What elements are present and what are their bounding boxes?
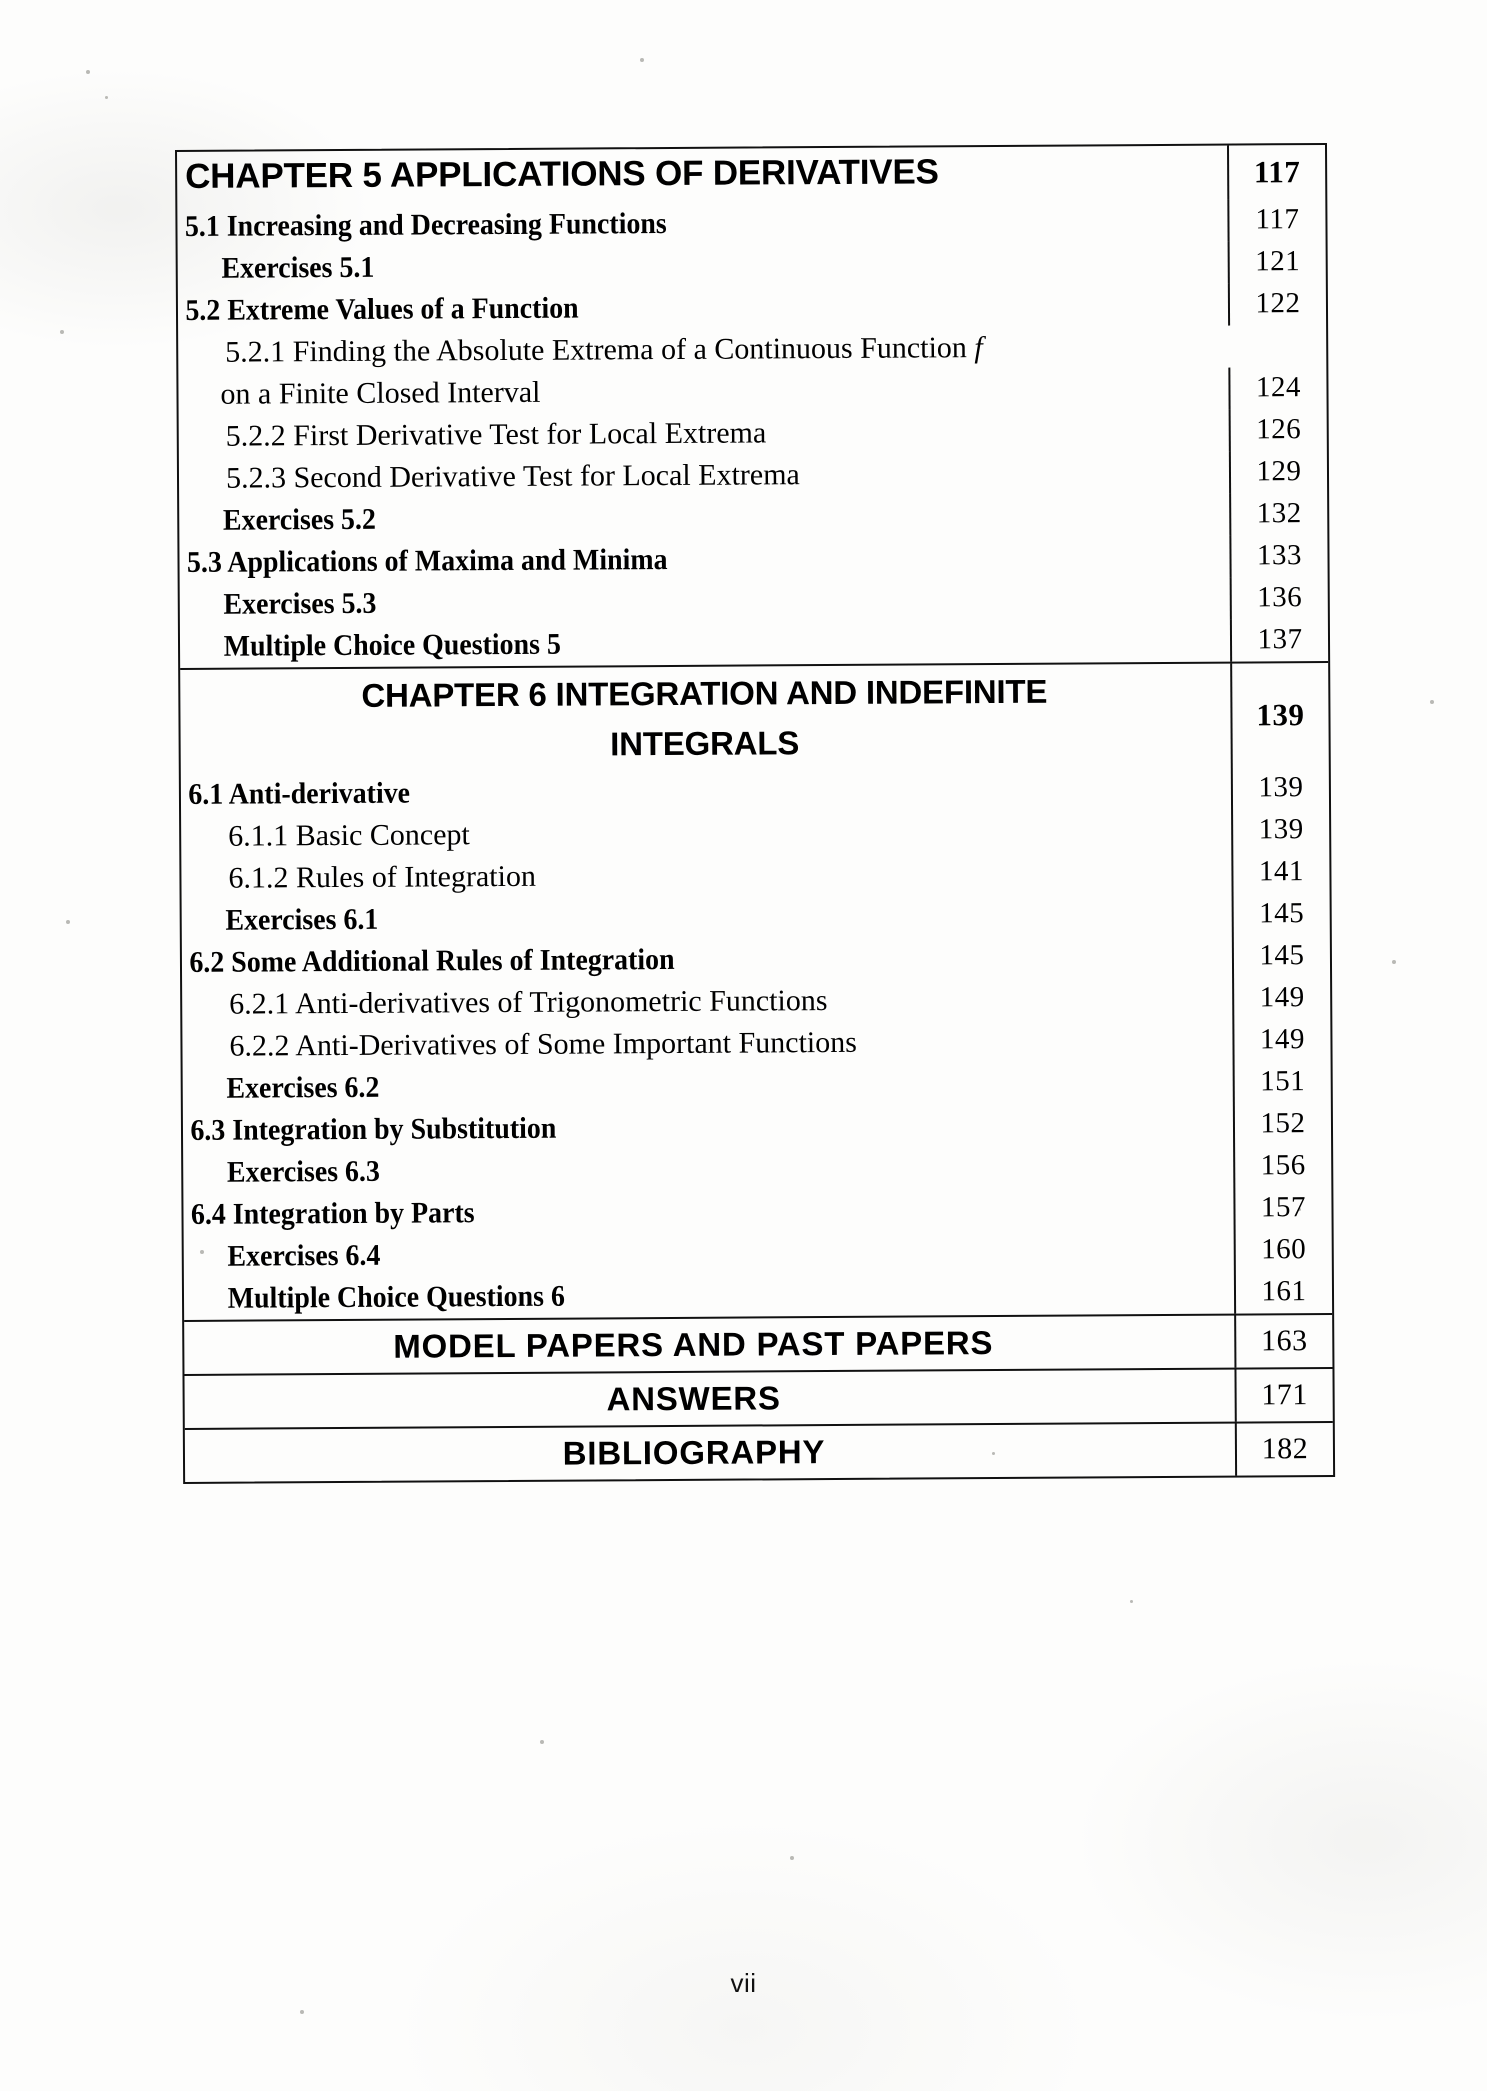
- toc-row: [184, 1313, 1332, 1374]
- toc-entry-page: 160: [1234, 1229, 1332, 1272]
- toc-entry-page: 139: [1231, 767, 1329, 810]
- toc-entry-text: 6.2.2 Anti-Derivatives of Some Important Functions: [229, 1025, 857, 1063]
- toc-entry-label: [180, 578, 1157, 626]
- toc-entry-text: 5.2.2 First Derivative Test for Local Extrema: [225, 416, 767, 453]
- toc-row: [181, 851, 1329, 900]
- toc-entry-text: 6.2.1 Anti-derivatives of Trigonometric Functions: [229, 984, 828, 1021]
- back-matter-page: 163: [1234, 1315, 1332, 1368]
- toc-row: [182, 1019, 1330, 1068]
- toc-row: [181, 767, 1329, 816]
- toc-entry-page: 117: [1227, 199, 1325, 242]
- toc-entry-label: [181, 768, 1158, 816]
- toc-entry-page: 133: [1229, 535, 1327, 578]
- toc-row: [179, 451, 1327, 500]
- toc-entry-text: Exercises 5.2: [222, 502, 376, 537]
- toc-entry-page: 139: [1231, 809, 1329, 852]
- toc-entry-italic-symbol: f: [974, 331, 983, 365]
- toc-entry-page: 137: [1230, 619, 1328, 662]
- toc-entry-text: on a Finite Closed Interval: [220, 375, 541, 411]
- toc-entry-label: [183, 1104, 1160, 1152]
- toc-entry-page: 157: [1233, 1187, 1331, 1230]
- toc-entry-page: 141: [1231, 851, 1329, 894]
- toc-row: [180, 663, 1329, 774]
- toc-entry-label: [182, 894, 1159, 942]
- scan-speck: [66, 920, 70, 924]
- toc-row: [180, 619, 1328, 668]
- toc-entry-label: [181, 852, 1231, 900]
- page-folio: vii: [730, 1968, 757, 1998]
- toc-entry-page: 126: [1229, 409, 1327, 452]
- toc-entry-text: 6.3 Integration by Substitution: [190, 1111, 557, 1147]
- back-matter-label: MODEL PAPERS AND PAST PAPERS: [393, 1324, 994, 1365]
- toc-entry-label: [182, 978, 1232, 1026]
- toc-row: [183, 1187, 1331, 1236]
- toc-entry-page: 121: [1228, 241, 1326, 284]
- toc-entry-label: [184, 1272, 1161, 1320]
- toc-row: [182, 977, 1330, 1026]
- toc-entry-text: 5.2.3 Second Derivative Test for Local Extrema: [225, 458, 800, 495]
- toc-entry-page: 149: [1232, 1019, 1330, 1062]
- toc-entry-text: Multiple Choice Questions 6: [227, 1279, 565, 1315]
- chapter-heading-line: INTEGRALS: [610, 724, 800, 763]
- toc-entry-label: [178, 284, 1155, 332]
- scan-speck: [60, 330, 64, 334]
- toc-entry-label: [182, 1020, 1232, 1068]
- scan-speck: [540, 1740, 544, 1744]
- toc-entry-label: [183, 1062, 1160, 1110]
- toc-row: [179, 493, 1327, 542]
- back-matter-label: BIBLIOGRAPHY: [562, 1433, 826, 1472]
- table-of-contents: [175, 143, 1335, 1484]
- toc-row: [177, 199, 1325, 248]
- toc-entry-text: 5.2 Extreme Values of a Function: [185, 291, 579, 327]
- scan-speck: [1130, 1600, 1133, 1603]
- chapter-block: [180, 661, 1332, 1320]
- toc-entry-text: Multiple Choice Questions 5: [223, 627, 561, 663]
- toc-entry-label: [178, 242, 1155, 290]
- toc-row: [178, 241, 1326, 290]
- toc-row: [178, 367, 1326, 416]
- chapter-heading-label: [177, 146, 1227, 202]
- toc-entry-text: Exercises 5.1: [221, 250, 375, 285]
- toc-row: [183, 1103, 1331, 1152]
- toc-entry-label: [180, 620, 1157, 668]
- toc-entry-label: [182, 936, 1159, 984]
- toc-row: [185, 1421, 1333, 1482]
- toc-entry-label: [179, 452, 1229, 500]
- toc-entry-text: 5.1 Increasing and Decreasing Functions: [184, 206, 667, 243]
- toc-entry-page: 151: [1233, 1061, 1331, 1104]
- toc-row: [184, 1367, 1332, 1428]
- toc-entry-label: [179, 494, 1156, 542]
- toc-entry-text: 5.2.1 Finding the Absolute Extrema of a Continuous Function: [225, 331, 967, 369]
- chapter-heading-line: CHAPTER 6 INTEGRATION AND INDEFINITE: [361, 672, 1048, 714]
- toc-entry-text: 6.1.1 Basic Concept: [228, 818, 470, 853]
- toc-row: [183, 1145, 1331, 1194]
- toc-entry-page: 152: [1233, 1103, 1331, 1146]
- toc-entry-text: 6.4 Integration by Parts: [190, 1196, 475, 1231]
- toc-entry-text: Exercises 6.3: [226, 1154, 380, 1189]
- toc-entry-text: 6.1.2 Rules of Integration: [228, 859, 536, 895]
- toc-entry-page: 145: [1232, 893, 1330, 936]
- toc-entry-label: [179, 536, 1156, 584]
- toc-entry-page: 122: [1228, 283, 1326, 326]
- back-matter-page: 171: [1234, 1369, 1332, 1422]
- toc-entry-text: 6.2 Some Additional Rules of Integration: [189, 942, 675, 979]
- chapter-block: [177, 145, 1328, 668]
- chapter-heading-page: 117: [1227, 145, 1325, 200]
- chapter-heading-label: [180, 664, 1231, 772]
- toc-entry-text: Exercises 6.2: [226, 1070, 380, 1105]
- toc-entry-page: 124: [1228, 367, 1326, 410]
- toc-body: [177, 145, 1333, 1482]
- toc-entry-text: Exercises 5.3: [223, 586, 377, 621]
- toc-row: [179, 535, 1327, 584]
- toc-entry-label: [181, 810, 1231, 858]
- toc-entry-text: 5.3 Applications of Maxima and Minima: [186, 542, 668, 579]
- toc-entry-page: 156: [1233, 1145, 1331, 1188]
- scan-speck: [300, 2010, 304, 2014]
- scan-speck: [86, 70, 90, 74]
- toc-entry-text: 6.1 Anti-derivative: [188, 776, 411, 811]
- toc-row: [182, 893, 1330, 942]
- chapter-heading-page: 139: [1230, 663, 1329, 768]
- scan-speck: [1430, 700, 1434, 704]
- toc-entry-text: Exercises 6.1: [225, 902, 379, 937]
- toc-entry-page: 161: [1234, 1271, 1332, 1314]
- toc-row: [181, 809, 1329, 858]
- toc-entry-label: [178, 368, 1228, 416]
- toc-row: [183, 1061, 1331, 1110]
- toc-entry-label: [177, 200, 1154, 248]
- toc-entry-text: Exercises 6.4: [227, 1238, 381, 1273]
- back-matter-page: 182: [1235, 1423, 1333, 1476]
- toc-row: [179, 409, 1327, 458]
- toc-row: [178, 325, 1326, 374]
- toc-row: [184, 1229, 1332, 1278]
- toc-entry-page: 136: [1230, 577, 1328, 620]
- toc-entry-page: 145: [1232, 935, 1330, 978]
- toc-entry-page: 132: [1229, 493, 1327, 536]
- chapter-heading-line: CHAPTER 5 APPLICATIONS OF DERIVATIVES: [185, 152, 939, 196]
- toc-entry-label: [179, 410, 1229, 458]
- toc-entry-label: [184, 1230, 1161, 1278]
- toc-row: [177, 145, 1325, 206]
- back-matter-label: ANSWERS: [606, 1379, 781, 1418]
- toc-entry-label: [183, 1146, 1160, 1194]
- scan-speck: [640, 58, 644, 62]
- toc-row: [184, 1271, 1332, 1320]
- toc-entry-label: [178, 326, 1228, 374]
- toc-row: [180, 577, 1328, 626]
- scan-speck: [105, 96, 108, 99]
- scan-speck: [1392, 960, 1396, 964]
- toc-row: [182, 935, 1330, 984]
- toc-entry-label: [183, 1188, 1160, 1236]
- scan-speck: [790, 1856, 794, 1860]
- toc-entry-page: 129: [1229, 451, 1327, 494]
- toc-entry-page: 149: [1232, 977, 1330, 1020]
- toc-row: [178, 283, 1326, 332]
